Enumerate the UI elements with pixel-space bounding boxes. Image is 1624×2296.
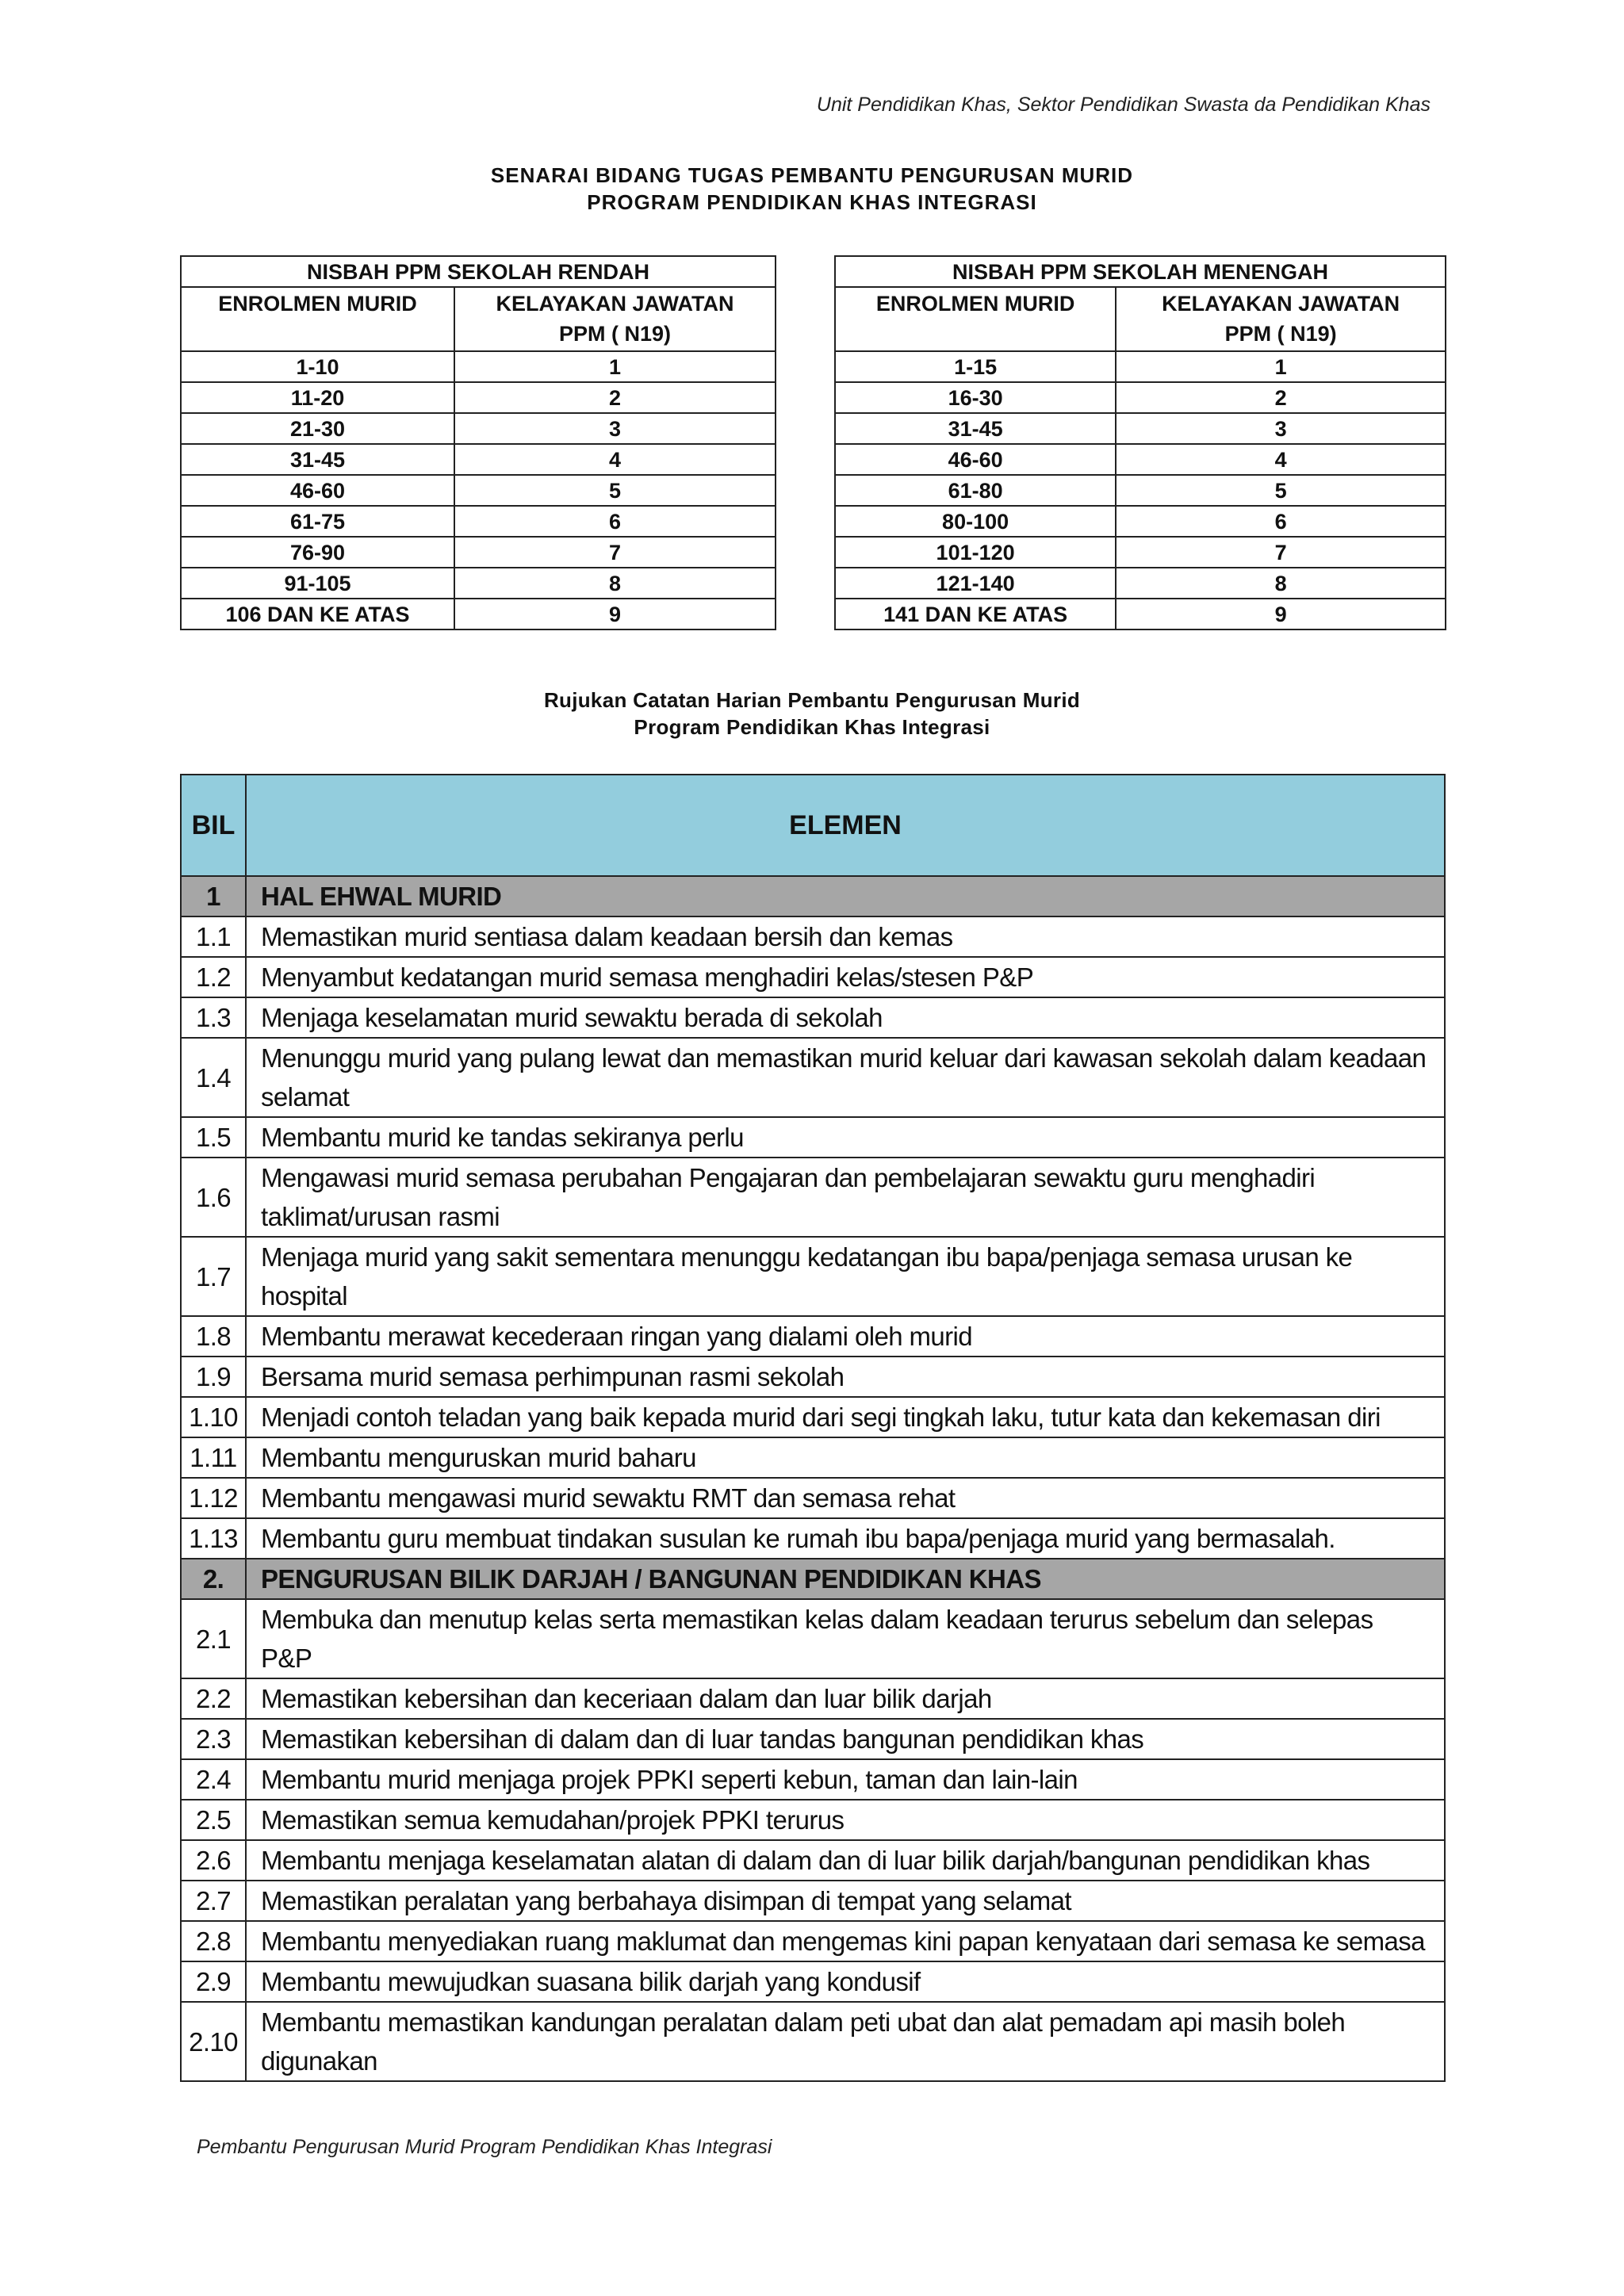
duty-row xyxy=(181,1759,1445,1800)
enrolment-cell: 61-75 xyxy=(181,506,454,537)
duty-text: Mengawasi murid semasa perubahan Pengajaran dan pembelajaran sewaktu guru menghadiri taklimat/urusan rasmi xyxy=(246,1158,1445,1237)
bil-cell: 1.6 xyxy=(181,1158,246,1237)
secondary-ratio-row xyxy=(835,351,1446,382)
duty-text: Membantu murid menjaga projek PPKI seperti kebun, taman dan lain-lain xyxy=(246,1759,1445,1800)
duty-text: Memastikan murid sentiasa dalam keadaan bersih dan kemas xyxy=(246,916,1445,957)
duty-row xyxy=(181,1678,1445,1719)
bil-cell: 1.8 xyxy=(181,1316,246,1357)
duty-text: Memastikan kebersihan di dalam dan di luar tandas bangunan pendidikan khas xyxy=(246,1719,1445,1759)
duty-text: Menjaga murid yang sakit sementara menunggu kedatangan ibu bapa/penjaga semasa urusan ke hospital xyxy=(246,1237,1445,1316)
primary-ratio-title: NISBAH PPM SEKOLAH RENDAH xyxy=(181,256,776,287)
bil-cell: 2.2 xyxy=(181,1678,246,1719)
duty-text: Membantu merawat kecederaan ringan yang dialami oleh murid xyxy=(246,1316,1445,1357)
primary-ratio-row xyxy=(181,351,776,382)
secondary-ratio-col-eligibility: KELAYAKAN JAWATAN PPM ( N19) xyxy=(1116,287,1446,351)
duty-row xyxy=(181,2002,1445,2081)
bil-cell: 2.9 xyxy=(181,1961,246,2002)
secondary-ratio-row xyxy=(835,506,1446,537)
duty-row xyxy=(181,1158,1445,1237)
primary-ratio-row xyxy=(181,413,776,444)
daily-record-subtitle xyxy=(0,687,1624,740)
enrolment-cell: 91-105 xyxy=(181,568,454,599)
bil-cell: 2.6 xyxy=(181,1840,246,1881)
daily-record-subtitle-line-2: Program Pendidikan Khas Integrasi xyxy=(634,715,990,739)
enrolment-cell: 1-15 xyxy=(835,351,1116,382)
duty-row xyxy=(181,1518,1445,1559)
duty-row xyxy=(181,1117,1445,1158)
eligibility-cell: 1 xyxy=(1116,351,1446,382)
bil-cell: 2.5 xyxy=(181,1800,246,1840)
secondary-ratio-title: NISBAH PPM SEKOLAH MENENGAH xyxy=(835,256,1446,287)
daily-record-subtitle-line-1: Rujukan Catatan Harian Pembantu Pengurusan Murid xyxy=(543,688,1081,712)
bil-cell: 1.12 xyxy=(181,1478,246,1518)
duty-row xyxy=(181,997,1445,1038)
secondary-ratio-row xyxy=(835,568,1446,599)
enrolment-cell: 106 DAN KE ATAS xyxy=(181,599,454,629)
duty-row xyxy=(181,1719,1445,1759)
bil-cell: 1.13 xyxy=(181,1518,246,1559)
eligibility-cell: 6 xyxy=(1116,506,1446,537)
duty-row xyxy=(181,1881,1445,1921)
duty-text: Menunggu murid yang pulang lewat dan memastikan murid keluar dari kawasan sekolah dalam keadaan selamat xyxy=(246,1038,1445,1117)
eligibility-cell: 5 xyxy=(1116,475,1446,506)
bil-cell: 1.1 xyxy=(181,916,246,957)
duty-row xyxy=(181,1437,1445,1478)
duty-row xyxy=(181,1357,1445,1397)
primary-ratio-row xyxy=(181,506,776,537)
primary-ratio-title-row xyxy=(181,256,776,287)
eligibility-cell: 1 xyxy=(454,351,776,382)
duties-table xyxy=(180,774,1446,2082)
primary-school-ratio-table xyxy=(180,255,776,630)
duty-text: Menjadi contoh teladan yang baik kepada murid dari segi tingkah laku, tutur kata dan kekemasan diri xyxy=(246,1397,1445,1437)
secondary-ratio-row xyxy=(835,599,1446,629)
secondary-ratio-row xyxy=(835,475,1446,506)
section-title: PENGURUSAN BILIK DARJAH / BANGUNAN PENDIDIKAN KHAS xyxy=(246,1559,1445,1599)
bil-cell: 1.5 xyxy=(181,1117,246,1158)
bil-header: BIL xyxy=(181,775,246,876)
duty-row xyxy=(181,1316,1445,1357)
duty-text: Memastikan peralatan yang berbahaya disimpan di tempat yang selamat xyxy=(246,1881,1445,1921)
bil-cell: 1.4 xyxy=(181,1038,246,1117)
bil-cell: 2.8 xyxy=(181,1921,246,1961)
duty-text: Memastikan kebersihan dan keceriaan dalam dan luar bilik darjah xyxy=(246,1678,1445,1719)
enrolment-cell: 11-20 xyxy=(181,382,454,413)
eligibility-cell: 2 xyxy=(454,382,776,413)
page-footer: Pembantu Pengurusan Murid Program Pendidikan Khas Integrasi xyxy=(197,2136,772,2158)
eligibility-cell: 9 xyxy=(1116,599,1446,629)
bil-cell: 1.9 xyxy=(181,1357,246,1397)
duty-text: Menjaga keselamatan murid sewaktu berada di sekolah xyxy=(246,997,1445,1038)
eligibility-cell: 2 xyxy=(1116,382,1446,413)
duty-text: Menyambut kedatangan murid semasa menghadiri kelas/stesen P&P xyxy=(246,957,1445,997)
enrolment-cell: 46-60 xyxy=(181,475,454,506)
duty-row xyxy=(181,916,1445,957)
duty-text: Bersama murid semasa perhimpunan rasmi sekolah xyxy=(246,1357,1445,1397)
eligibility-cell: 7 xyxy=(1116,537,1446,568)
section-row xyxy=(181,876,1445,916)
eligibility-cell: 3 xyxy=(1116,413,1446,444)
enrolment-cell: 21-30 xyxy=(181,413,454,444)
primary-ratio-row xyxy=(181,444,776,475)
primary-ratio-col-eligibility: KELAYAKAN JAWATAN PPM ( N19) xyxy=(454,287,776,351)
eligibility-cell: 7 xyxy=(454,537,776,568)
page-header: Unit Pendidikan Khas, Sektor Pendidikan Swasta da Pendidikan Khas xyxy=(816,94,1431,116)
bil-cell: 2. xyxy=(181,1559,246,1599)
duty-text: Membantu menguruskan murid baharu xyxy=(246,1437,1445,1478)
duty-text: Memastikan semua kemudahan/projek PPKI terurus xyxy=(246,1800,1445,1840)
bil-cell: 2.1 xyxy=(181,1599,246,1678)
secondary-ratio-row xyxy=(835,537,1446,568)
secondary-ratio-title-row xyxy=(835,256,1446,287)
eligibility-cell: 4 xyxy=(454,444,776,475)
document-title-line-1: SENARAI BIDANG TUGAS PEMBANTU PENGURUSAN MURID xyxy=(490,163,1134,187)
secondary-ratio-col-enrolment: ENROLMEN MURID xyxy=(835,287,1116,351)
duty-text: Membantu guru membuat tindakan susulan ke rumah ibu bapa/penjaga murid yang bermasalah. xyxy=(246,1518,1445,1559)
enrolment-cell: 61-80 xyxy=(835,475,1116,506)
secondary-ratio-row xyxy=(835,382,1446,413)
duty-row xyxy=(181,1038,1445,1117)
duty-text: Membantu memastikan kandungan peralatan dalam peti ubat dan alat pemadam api masih boleh digunakan xyxy=(246,2002,1445,2081)
duty-row xyxy=(181,1397,1445,1437)
duty-row xyxy=(181,957,1445,997)
secondary-ratio-row xyxy=(835,413,1446,444)
document-title xyxy=(0,162,1624,216)
section-title: HAL EHWAL MURID xyxy=(246,876,1445,916)
primary-ratio-row xyxy=(181,599,776,629)
section-row xyxy=(181,1559,1445,1599)
bil-cell: 2.10 xyxy=(181,2002,246,2081)
enrolment-cell: 121-140 xyxy=(835,568,1116,599)
primary-ratio-row xyxy=(181,537,776,568)
duty-row xyxy=(181,1921,1445,1961)
duty-row xyxy=(181,1599,1445,1678)
primary-ratio-column-header-row xyxy=(181,287,776,351)
enrolment-cell: 31-45 xyxy=(181,444,454,475)
duty-text: Membantu mengawasi murid sewaktu RMT dan semasa rehat xyxy=(246,1478,1445,1518)
enrolment-cell: 141 DAN KE ATAS xyxy=(835,599,1116,629)
duty-text: Membuka dan menutup kelas serta memastikan kelas dalam keadaan terurus sebelum dan selepas P&P xyxy=(246,1599,1445,1678)
duty-row xyxy=(181,1800,1445,1840)
enrolment-cell: 31-45 xyxy=(835,413,1116,444)
enrolment-cell: 80-100 xyxy=(835,506,1116,537)
enrolment-cell: 46-60 xyxy=(835,444,1116,475)
bil-cell: 2.7 xyxy=(181,1881,246,1921)
enrolment-cell: 16-30 xyxy=(835,382,1116,413)
secondary-school-ratio-table xyxy=(834,255,1446,630)
primary-ratio-row xyxy=(181,475,776,506)
bil-cell: 1.2 xyxy=(181,957,246,997)
duty-row xyxy=(181,1478,1445,1518)
bil-cell: 1 xyxy=(181,876,246,916)
secondary-ratio-column-header-row xyxy=(835,287,1446,351)
duty-row xyxy=(181,1961,1445,2002)
bil-cell: 1.10 xyxy=(181,1397,246,1437)
bil-cell: 1.7 xyxy=(181,1237,246,1316)
eligibility-cell: 9 xyxy=(454,599,776,629)
duty-text: Membantu menjaga keselamatan alatan di dalam dan di luar bilik darjah/bangunan pendidikan khas xyxy=(246,1840,1445,1881)
duty-text: Membantu menyediakan ruang maklumat dan mengemas kini papan kenyataan dari semasa ke semasa xyxy=(246,1921,1445,1961)
eligibility-cell: 8 xyxy=(1116,568,1446,599)
duty-row xyxy=(181,1237,1445,1316)
bil-cell: 2.3 xyxy=(181,1719,246,1759)
bil-cell: 1.3 xyxy=(181,997,246,1038)
enrolment-cell: 1-10 xyxy=(181,351,454,382)
eligibility-cell: 5 xyxy=(454,475,776,506)
document-title-line-2: PROGRAM PENDIDIKAN KHAS INTEGRASI xyxy=(587,190,1037,214)
eligibility-cell: 4 xyxy=(1116,444,1446,475)
primary-ratio-col-enrolment: ENROLMEN MURID xyxy=(181,287,454,351)
duty-row xyxy=(181,1840,1445,1881)
primary-ratio-row xyxy=(181,382,776,413)
duty-text: Membantu mewujudkan suasana bilik darjah yang kondusif xyxy=(246,1961,1445,2002)
enrolment-cell: 101-120 xyxy=(835,537,1116,568)
bil-cell: 2.4 xyxy=(181,1759,246,1800)
eligibility-cell: 6 xyxy=(454,506,776,537)
bil-cell: 1.11 xyxy=(181,1437,246,1478)
primary-ratio-row xyxy=(181,568,776,599)
eligibility-cell: 8 xyxy=(454,568,776,599)
duties-header-row xyxy=(181,775,1445,876)
enrolment-cell: 76-90 xyxy=(181,537,454,568)
eligibility-cell: 3 xyxy=(454,413,776,444)
secondary-ratio-row xyxy=(835,444,1446,475)
elemen-header: ELEMEN xyxy=(246,775,1445,876)
duty-text: Membantu murid ke tandas sekiranya perlu xyxy=(246,1117,1445,1158)
